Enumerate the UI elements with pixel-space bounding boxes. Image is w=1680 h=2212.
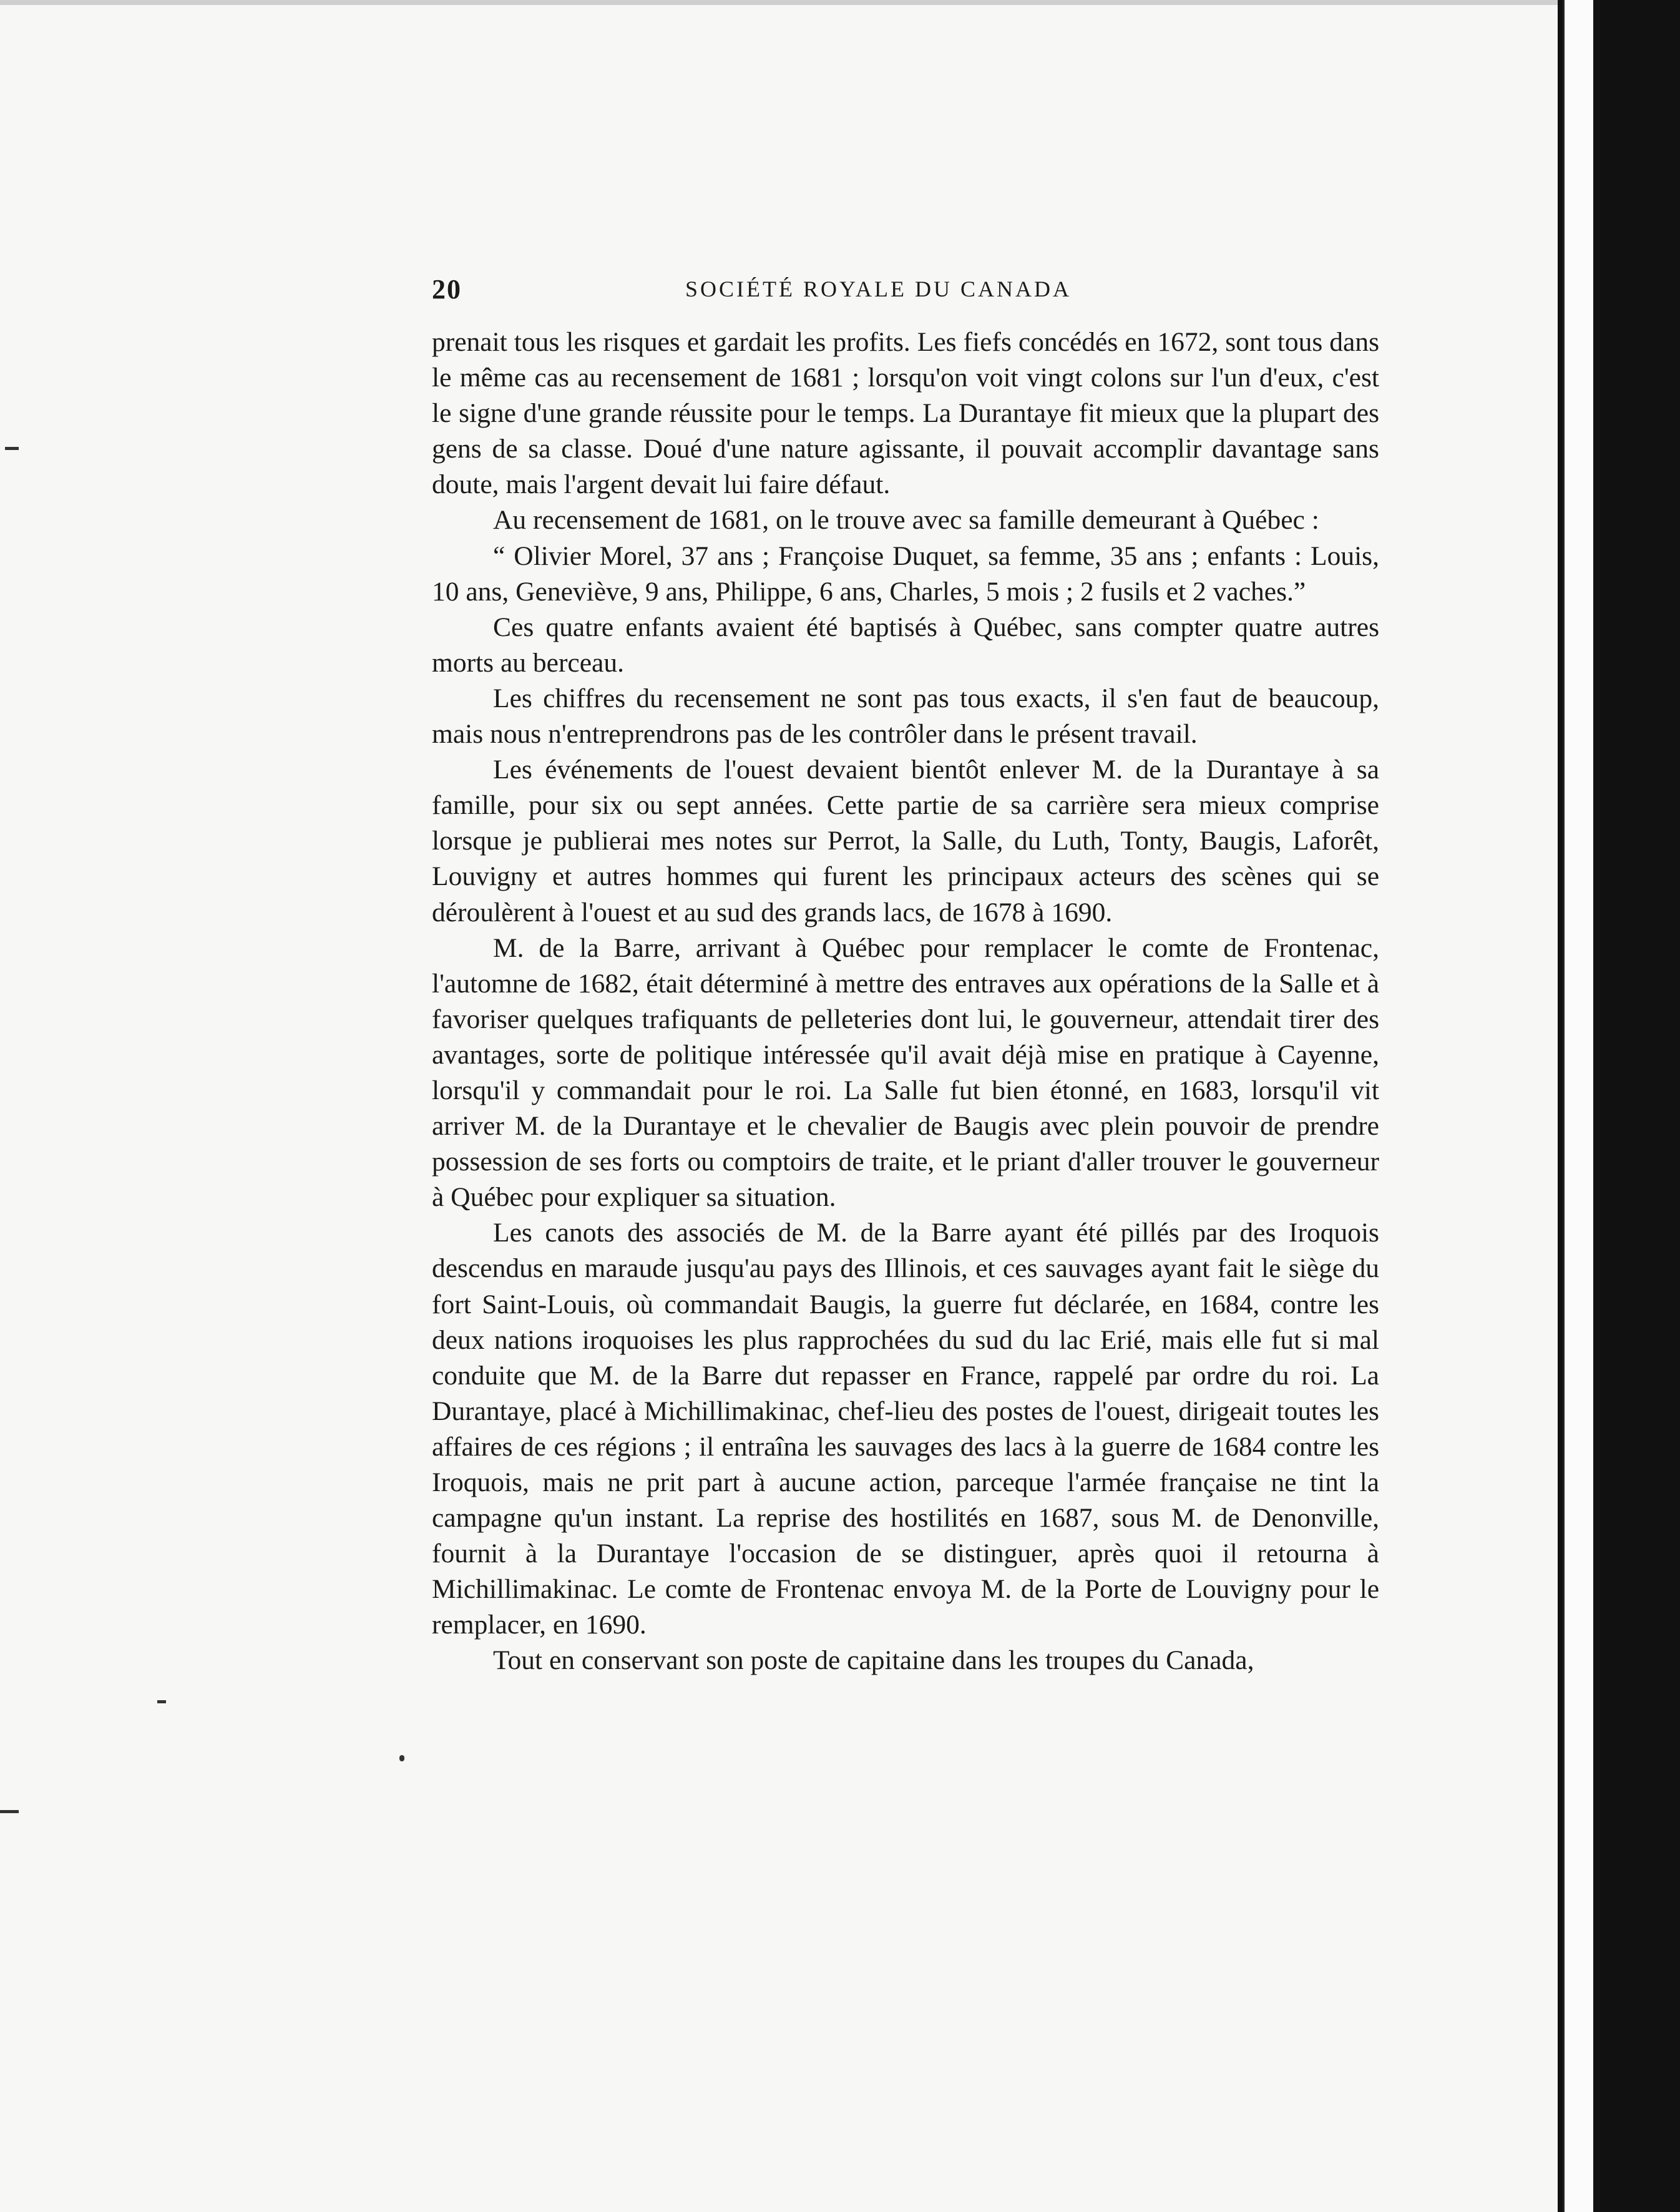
body-text [432,325,1379,1679]
paragraph: Tout en conservant son poste de capitaine dans les troupes du Canada, [493,1645,1254,1676]
paragraph: Les canots des associés de M. de la Barre ayant été pillés par des Iroquois descendus en maraude jusqu'au pays des Illinois, et ces sauvages ayant fait le siège du fort Saint-Louis, où commandait Baugis, la guerre fut déclarée, en 1684, contre les deux nations iroquoises les plus rapprochées du sud du lac Erié, mais elle fut si mal conduite que M. de la Barre dut repasser en France, rappelé par ordre du roi. La Durantaye, placé à Michillimakinac, chef-lieu des postes de l'ouest, dirigeait toutes les affaires de ces régions ; il entraîna les sauvages des lacs à la guerre de 1684 contre les Iroquois, mais ne prit part à aucune action, parceque l'armée française ne tint la campagne qu'un instant. La reprise des hostilités en 1687, sous M. de Denonville, fournit à la Durantaye l'occasion de se distinguer, après quoi il retourna à Michillimakinac. Le comte de Frontenac envoya M. de la Porte de Louvigny pour le remplacer, en 1690. [432,1218,1379,1640]
scan-artifact-mark [5,447,19,450]
census-quotation: “ Olivier Morel, 37 ans ; Françoise Duquet, sa femme, 35 ans ; enfants : Louis, 10 ans, Geneviève, 9 ans, Philippe, 6 ans, Charles, 5 mois ; 2 fusils et 2 vaches.” [432,541,1379,607]
paragraph: Les chiffres du recensement ne sont pas tous exacts, il s'en faut de beaucoup, mais nous n'entreprendrons pas de les contrôler dans le présent travail. [432,683,1379,750]
page-header [432,273,1379,317]
scan-artifact-mark [0,1810,19,1813]
paragraph: Les événements de l'ouest devaient bientôt enlever M. de la Durantaye à sa famille, pour six ou sept années. Cette partie de sa carrière sera mieux comprise lorsque je publierai mes notes sur Perrot, la Salle, du Luth, Tonty, Baugis, Laforêt, Louvigny et autres hommes qui furent les principaux acteurs des scènes qui se déroulèrent à l'ouest et au sud des grands lacs, de 1678 à 1690. [432,755,1379,927]
paragraph: Ces quatre enfants avaient été baptisés à Québec, sans compter quatre autres morts au berceau. [432,612,1379,678]
page-number: 20 [432,274,462,305]
paragraph: Au recensement de 1681, on le trouve avec sa famille demeurant à Québec : [493,505,1319,536]
running-head: SOCIÉTÉ ROYALE DU CANADA [685,276,1072,301]
scan-top-edge [0,0,1558,5]
paragraph: M. de la Barre, arrivant à Québec pour remplacer le comte de Frontenac, l'automne de 1682, était déterminé à mettre des entraves aux opérations de la Salle et à favoriser quelques trafiquants de pelleteries dont lui, le gouverneur, attendait tirer des avantages, sorte de politique intéressée qu'il avait déjà mise en pratique à Cayenne, lorsqu'il y commandait pour le roi. La Salle fut bien étonné, en 1683, lorsqu'il vit arriver M. de la Durantaye et le chevalier de Baugis avec plein pouvoir de prendre possession de ses forts ou comptoirs de traite, et le priant d'aller trouver le gouverneur à Québec pour expliquer sa situation. [432,932,1379,1213]
scan-artifact-mark [157,1700,166,1703]
paragraph: prenait tous les risques et gardait les profits. Les fiefs concédés en 1672, sont tous dans le même cas au recensement de 1681 ; lorsqu'on voit vingt colons sur l'un d'eux, c'est le signe d'une grande réussite pour le temps. La Durantaye fit mieux que la plupart des gens de sa classe. Doué d'une nature agissante, il pouvait accomplir davantage sans doute, mais l'argent devait lui faire défaut. [432,327,1379,500]
scan-artifact-mark [399,1755,404,1761]
adjacent-page-edge [1563,0,1593,2212]
